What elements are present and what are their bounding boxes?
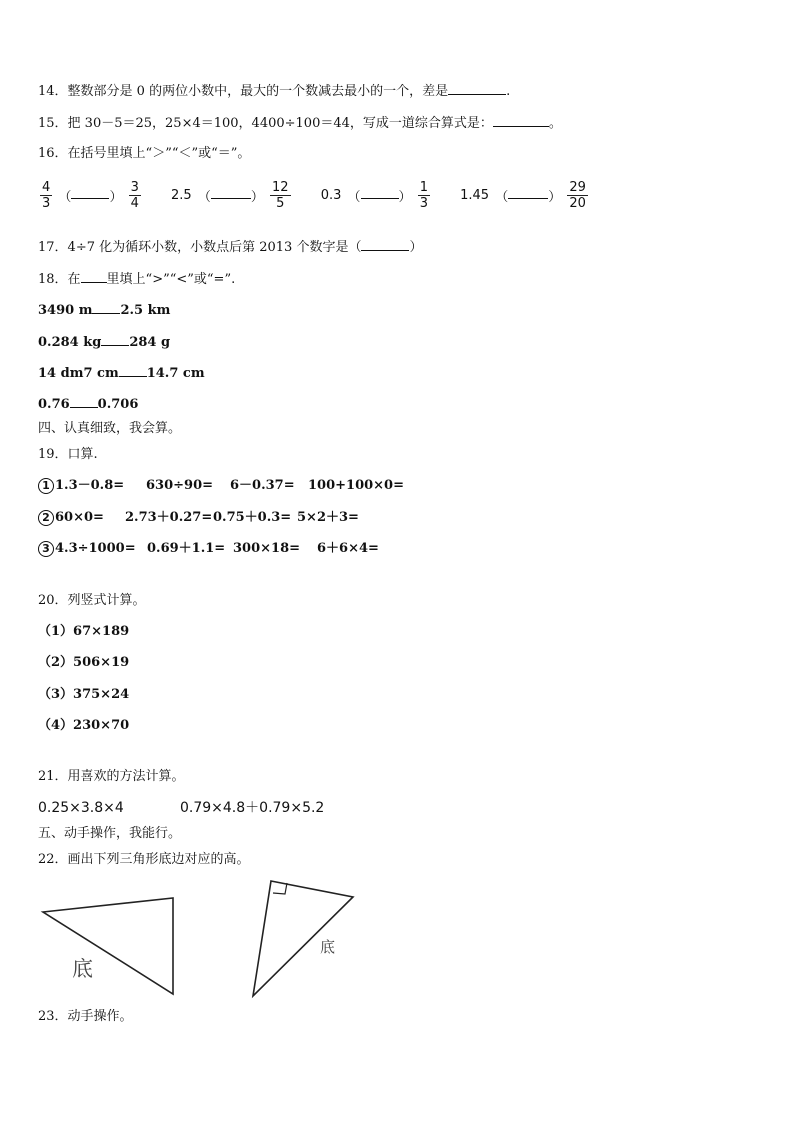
paren-close: ） (398, 190, 412, 205)
compare-left: 0.76 (38, 397, 70, 412)
paren-close: ） (250, 190, 264, 205)
oral-item: 1.3－0.8= (55, 478, 125, 493)
question-21-text: 21．用喜欢的方法计算。 (38, 769, 185, 784)
fraction: $\frac{1}{3}$ (419, 180, 428, 211)
oral-item: 300×18= (233, 541, 301, 556)
oral-item: 60×0= (55, 510, 104, 525)
compare-right: 0.706 (97, 397, 139, 412)
circled-number: 1 (38, 478, 54, 494)
section-4-title: 四、认真细致，我会算。 (38, 421, 182, 436)
question-16-text: 16．在括号里填上“＞”“＜”或“＝”。 (38, 146, 251, 161)
base-label-left: 底 (72, 957, 93, 981)
paren-open: （ (495, 190, 509, 205)
paren-close: ） (109, 190, 123, 205)
question-19-text: 19．口算. (38, 447, 98, 462)
right-angle-mark (273, 883, 287, 894)
section-5-title: 五、动手操作，我能行。 (38, 826, 182, 841)
question-18-end: 里填上“>”“<”或“=”. (106, 272, 236, 287)
calc-item: （4）230×70 (38, 718, 130, 733)
triangle-left (43, 898, 173, 994)
fraction: $\frac{12}{5}$ (272, 180, 289, 211)
fraction: $\frac{3}{4}$ (130, 180, 139, 211)
calc-expression: 0.25×3.8×4 (38, 800, 124, 816)
circled-number: 2 (38, 510, 54, 526)
fraction: $\frac{29}{20}$ (569, 180, 586, 211)
circled-number: 3 (38, 541, 54, 557)
oral-item: 4.3÷1000= (55, 541, 136, 556)
oral-item: 630÷90= (146, 478, 214, 493)
compare-right: 14.7 cm (146, 366, 205, 381)
question-17-text: 17．4÷7 化为循环小数，小数点后第 2013 个数字是（ (38, 240, 362, 255)
decimal: 0.3 (320, 188, 342, 203)
paren-open: （ (347, 190, 361, 205)
question-23 (38, 1008, 133, 1026)
paren-open: （ (197, 190, 211, 205)
oral-item: 0.75＋0.3= (213, 510, 292, 525)
paren-close: ） (548, 190, 562, 205)
compare-left: 14 dm7 cm (38, 366, 119, 381)
question-17-end: ） (409, 240, 423, 255)
question-22-text: 22．画出下列三角形底边对应的高。 (38, 852, 250, 867)
compare-right: 2.5 km (120, 303, 171, 318)
oral-item: 6－0.37= (230, 478, 295, 493)
question-14-end: . (506, 84, 511, 99)
oral-item: 6＋6×4= (317, 541, 379, 556)
question-15-end: 。 (548, 116, 562, 131)
decimal: 1.45 (460, 188, 490, 203)
calc-item: （3）375×24 (38, 687, 130, 702)
oral-item: 2.73＋0.27= (125, 510, 213, 525)
compare-right: 284 g (129, 335, 171, 350)
decimal: 2.5 (171, 188, 192, 203)
calc-item: （2）506×19 (38, 655, 130, 670)
oral-item: 0.69＋1.1= (147, 541, 226, 556)
paren-open: （ (58, 190, 72, 205)
oral-item: 100+100×0= (308, 478, 404, 493)
question-15-text: 15．把 30－5＝25，25×4＝100，4400÷100＝44，写成一道综合算式是： (38, 116, 493, 131)
compare-left: 3490 m (38, 303, 93, 318)
question-14-text: 14．整数部分是 0 的两位小数中，最大的一个数减去最小的一个，差是 (38, 84, 449, 99)
calc-item: （1）67×189 (38, 624, 130, 639)
base-label-right: 底 (320, 938, 336, 956)
fraction: $\frac{4}{3}$ (42, 180, 51, 211)
question-23-text: 23．动手操作。 (38, 1009, 133, 1024)
question-20-text: 20．列竖式计算。 (38, 593, 146, 608)
triangle-right (253, 881, 353, 996)
calc-expression: 0.79×4.8＋0.79×5.2 (180, 800, 325, 816)
question-18-text: 18．在 (38, 272, 81, 287)
oral-item: 5×2＋3= (297, 510, 359, 525)
compare-left: 0.284 kg (38, 335, 102, 350)
